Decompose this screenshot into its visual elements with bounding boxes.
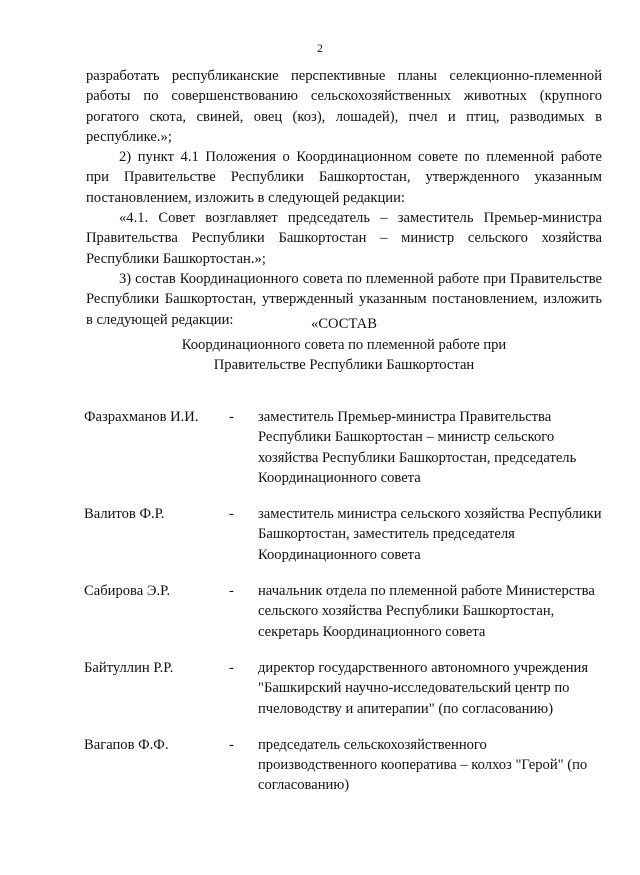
member-row <box>0 407 640 488</box>
member-row <box>0 581 640 642</box>
member-dash: - <box>229 583 234 600</box>
member-name: Сабирова Э.Р. <box>84 583 171 600</box>
paragraph-item-3: 3) состав Координационного совета по племенной работе при Правительстве Республики Башкортостан, утвержденный указанным постановлением, изложить в следующей редакции: <box>86 270 602 328</box>
paragraph-item-2: 2) пункт 4.1 Положения о Координационном совете по племенной работе при Правительстве Республики Башкортостан, утвержденного указанным постановлением, изложить в следующей редакции: <box>86 149 602 206</box>
page-number: 2 <box>317 41 323 55</box>
member-name: Вагапов Ф.Ф. <box>84 736 169 753</box>
composition-subtitle-line-2: Правительстве Республики Башкортостан <box>213 357 475 373</box>
member-role: директор государственного автономного учреждения "Башкирский научно-исследовательский центр по пчеловодству и апитерапии" (по согласованию) <box>258 659 589 717</box>
member-dash: - <box>229 409 234 425</box>
member-role: председатель сельскохозяйственного производственного кооператива – колхоз "Герой" (по согласованию) <box>258 736 588 794</box>
member-row <box>0 504 640 565</box>
member-row <box>0 735 640 796</box>
paragraph-task-plans: разработать республиканские перспективные планы селекционно-племенной работы по совершенствованию сельскохозяйственных животных (крупного рогатого скота, свиней, овец (коз), лошадей), пчел и птиц, разводимых в республике.»; <box>86 68 602 145</box>
paragraph-clause-4-1: «4.1. Совет возглавляет председатель – заместитель Премьер-министра Правительства Республики Башкортостан – министр сельского хозяйства Республики Башкортостан.»; <box>86 210 602 267</box>
member-role: начальник отдела по племенной работе Министерства сельского хозяйства Республики Башкортостан, секретарь Координационного совета <box>258 583 595 640</box>
member-role: заместитель Премьер-министра Правительства Республики Башкортостан – министр сельского хозяйства Республики Башкортостан, председатель Координационного совета <box>258 409 577 486</box>
member-dash: - <box>229 506 234 523</box>
composition-title-block <box>86 314 602 376</box>
member-name: Валитов Ф.Р. <box>84 506 165 523</box>
member-name: Фазрахманов И.И. <box>84 409 199 425</box>
member-dash: - <box>229 659 234 676</box>
member-dash: - <box>229 736 234 753</box>
member-row <box>0 658 640 719</box>
body-text <box>86 66 602 330</box>
composition-subtitle-line-1: Координационного совета по племенной работе при <box>181 336 507 353</box>
member-name: Байтуллин Р.Р. <box>84 659 174 676</box>
members-list <box>0 407 640 812</box>
member-role: заместитель министра сельского хозяйства Республики Башкортостан, заместитель председателя Координационного совета <box>258 506 602 563</box>
composition-heading: «СОСТАВ <box>311 316 377 332</box>
